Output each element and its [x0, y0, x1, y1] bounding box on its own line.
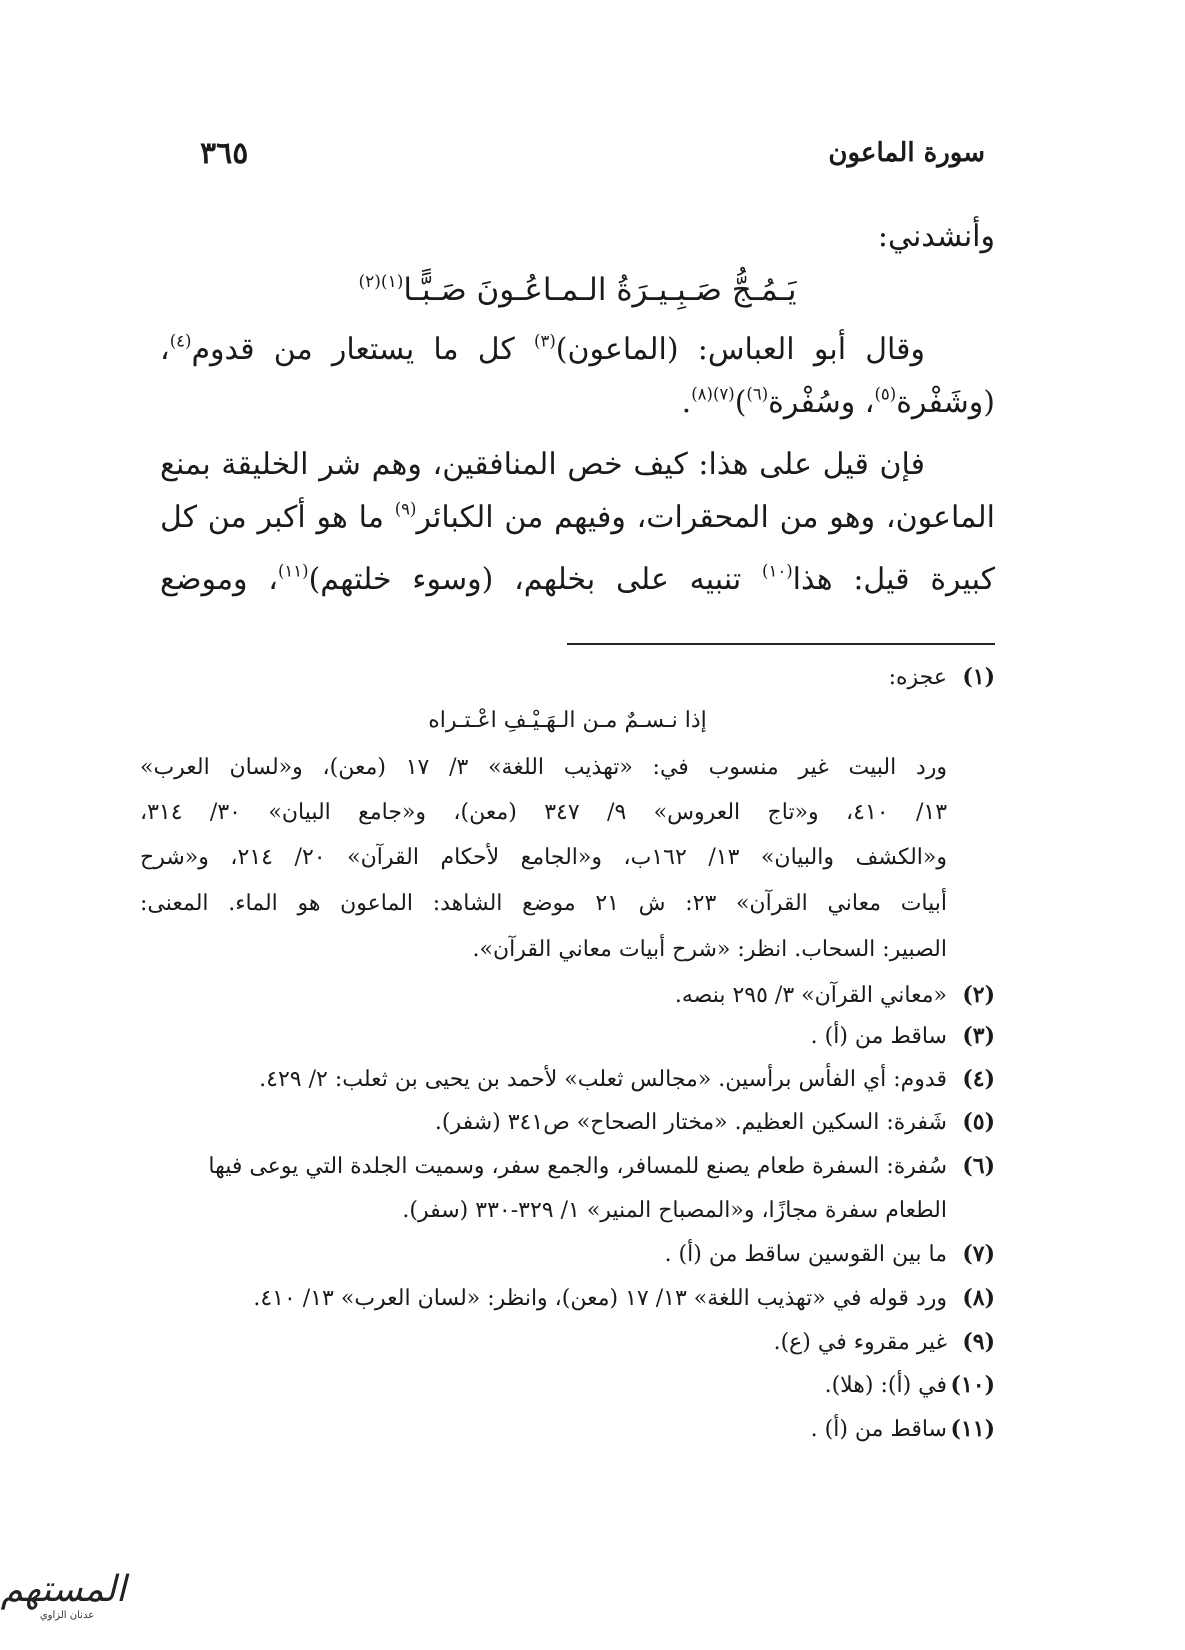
text-run: ، وموضع	[160, 562, 278, 597]
footnote-ref: (٧)(٨)	[691, 384, 735, 404]
para2-line2	[160, 499, 995, 535]
text-run: وقال أبو العباس: (الماعون)	[555, 332, 925, 367]
footnote-1-line: ورد البيت غير منسوب في: «تهذيب اللغة» ٣/ ١٧ (معن)، و«لسان العرب»	[140, 755, 947, 780]
footnote-text: «معاني القرآن» ٣/ ٢٩٥ بنصه.	[674, 983, 947, 1008]
para1-line2	[160, 384, 995, 420]
footnote-3	[140, 1025, 995, 1048]
footnote-6-line: الطعام سفرة مجازًا، و«المصباح المنير» ١/ ٣٢٩-٣٣٠ (سفر).	[402, 1198, 947, 1223]
footnote-6	[140, 1155, 995, 1178]
text-run: (وشَفْرة	[896, 385, 995, 420]
surah-title: سورة الماعون	[828, 138, 985, 168]
footnote-text: سُفرة: السفرة طعام يصنع للمسافر، والجمع سفر، وسميت الجلدة التي يوعى فيها	[208, 1154, 947, 1179]
para2-line1: فإن قيل على هذا: كيف خص المنافقين، وهم شر الخليقة بمنع	[160, 447, 925, 482]
footnote-text: شَفرة: السكين العظيم. «مختار الصحاح» ص٣٤١ (شفر).	[434, 1110, 947, 1135]
footnote-number: (٢)	[962, 982, 995, 1008]
footnote-ref: (٥)	[874, 384, 897, 404]
footnote-text: ساقط من (أ) .	[810, 1024, 947, 1049]
para2-line3	[160, 561, 995, 597]
footnote-number: (٥)	[962, 1109, 995, 1135]
footnote-ref: (٦)	[746, 384, 769, 404]
publisher-logo	[0, 1569, 126, 1638]
footnote-text: ورد قوله في «تهذيب اللغة» ١٣/ ١٧ (معن)، وانظر: «لسان العرب» ١٣/ ٤١٠.	[253, 1286, 947, 1311]
footnote-1-line: و«الكشف والبيان» ١٣/ ١٦٢ب، و«الجامع لأحكام القرآن» ٢٠/ ٢١٤، و«شرح	[140, 845, 947, 870]
footnote-9	[140, 1331, 995, 1354]
page-number: ٣٦٥	[200, 135, 249, 171]
footnote-number: (٦)	[962, 1153, 995, 1179]
verse-text: يَـمُـجُّ صَـبِـيـرَةُ الـمـاعُـونَ صَـبًّـا	[403, 272, 797, 308]
footnote-1-verse: إذا نـسـمٌ مـن الـهَـيْـفِ اعْـتـراه	[428, 708, 707, 733]
running-header	[200, 128, 985, 178]
footnote-number: (١)	[962, 664, 995, 690]
footnote-number: (٧)	[962, 1241, 995, 1267]
footnote-8	[140, 1287, 995, 1310]
footnote-number: (٩)	[962, 1329, 995, 1355]
footnote-ref: (٩)	[394, 499, 417, 519]
footnote-ref: (١١)	[277, 561, 309, 581]
footnote-label: عجزه:	[888, 665, 947, 690]
text-run: )	[734, 385, 747, 420]
text-run: تنبيه على بخلهم، (وسوء خلتهم)	[308, 562, 763, 597]
footnote-1-line: ١٣/ ٤١٠، و«تاج العروس» ٩/ ٣٤٧ (معن)، و«جامع البيان» ٣٠/ ٣١٤،	[140, 800, 948, 825]
footnote-divider	[567, 643, 995, 645]
logo-wordmark: المستهم	[0, 1569, 126, 1610]
footnote-text: غير مقروء في (ع).	[773, 1330, 947, 1355]
footnote-text: في (أ): (هلا).	[824, 1373, 947, 1398]
poem-verse	[160, 272, 995, 308]
intro-line: وأنشدني:	[877, 219, 995, 254]
footnote-ref: (٤)	[169, 331, 192, 351]
footnote-number: (٤)	[962, 1066, 995, 1092]
footnote-2	[140, 984, 995, 1007]
footnote-ref: (٣)	[534, 331, 556, 351]
footnote-11	[140, 1418, 995, 1441]
footnote-number: (٨)	[962, 1285, 995, 1311]
footnote-number: (١٠)	[950, 1372, 995, 1398]
text-run: ،	[160, 332, 170, 367]
footnote-number: (١١)	[950, 1416, 995, 1442]
footnote-text: ساقط من (أ) .	[810, 1417, 947, 1442]
para1-line1	[160, 331, 995, 367]
footnote-10	[140, 1374, 995, 1397]
text-run: كبيرة قيل: هذا	[792, 562, 995, 597]
footnote-text: ما بين القوسين ساقط من (أ) .	[664, 1242, 947, 1267]
text-run: الماعون، وهو من المحقرات، وفيهم من الكبائر	[416, 500, 995, 535]
footnote-1	[140, 666, 995, 689]
footnote-1-line: الصبير: السحاب. انظر: «شرح أبيات معاني القرآن».	[472, 937, 947, 962]
text-run: ما هو أكبر من كل	[160, 500, 395, 535]
footnote-number: (٣)	[962, 1023, 995, 1049]
footnote-5	[140, 1111, 995, 1134]
footnote-4	[140, 1068, 995, 1091]
footnote-1-line: أبيات معاني القرآن» ٢٣: ش ٢١ موضع الشاهد: الماعون هو الماء. المعنى:	[140, 891, 948, 916]
text-run: ، وسُفْرة	[768, 385, 875, 420]
logo-caption: عدنان الزاوي	[39, 1610, 95, 1621]
footnote-ref: (١)(٢)	[358, 272, 404, 293]
text-run: كل ما يستعار من قدوم	[191, 332, 535, 367]
footnote-ref: (١٠)	[762, 561, 793, 581]
footnote-text: قدوم: أي الفأس برأسين. «مجالس ثعلب» لأحمد بن يحيى بن ثعلب: ٢/ ٤٢٩.	[259, 1067, 947, 1092]
footnote-7	[140, 1243, 995, 1266]
text-run: .	[681, 385, 692, 420]
